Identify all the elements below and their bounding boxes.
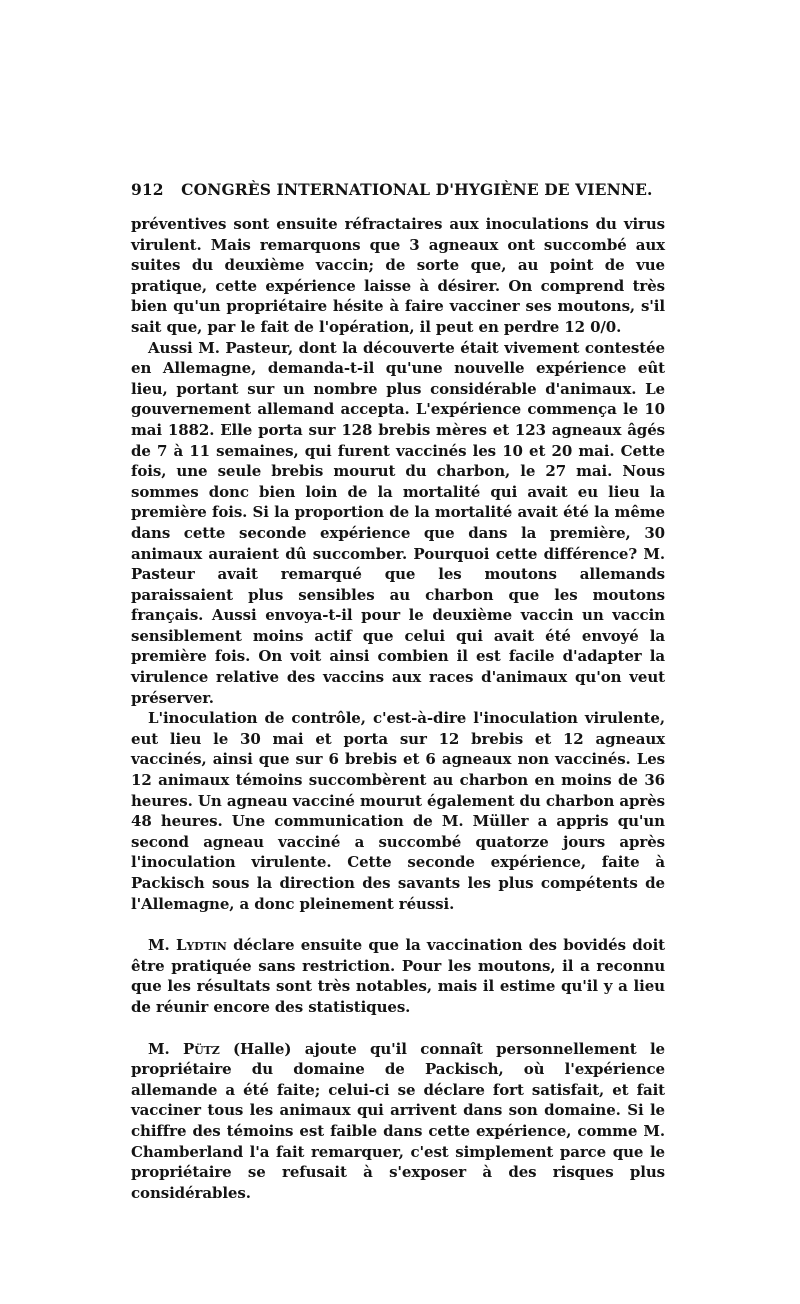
speaker-name: Lydtin (175, 936, 227, 955)
paragraph-continuation: préventives sont ensuite réfractaires aux inoculations du virus virulent. Mais remarquons que 3 agneaux ont succombé aux suites du deuxième vaccin; de sorte que, au point de vue pratique, cette expérience laisse à désirer. On comprend très bien qu'un propriétaire hésite à faire vacciner ses moutons, s'il sait que, par le fait de l'opération, il peut en perdre 12 0/0. (131, 215, 665, 336)
paragraph-control-inoculation: L'inoculation de contrôle, c'est-à-dire l'inoculation virulente, eut lieu le 30 mai et porta sur 12 brebis et 12 agneaux vaccinés, ainsi que sur 6 brebis et 6 agneaux non vaccinés. Les 12 animaux témoins succombèrent au charbon en moins de 36 heures. Un agneau vacciné mourut également du charbon après 48 heures. Une communication de M. Müller a appris qu'un second agneau vacciné a succombé quatorze jours après l'inoculation virulente. Cette seconde expérience, faite à Packisch sous la direction des savants les plus compétents de l'Allemagne, a donc pleinement réussi. (131, 709, 665, 913)
running-header (131, 180, 661, 199)
running-title: CONGRÈS INTERNATIONAL D'HYGIÈNE DE VIENNE. (181, 180, 653, 199)
paragraph-putz: M. Pütz (Halle) ajoute qu'il connaît personnellement le propriétaire du domaine de Packisch, où l'expérience allemande a été faite; celui-ci se déclare fort satisfait, et fait vacciner tous les animaux qui arrivent dans son domaine. Si le chiffre des témoins est faible dans cette expérience, comme M. Chamberland l'a fait remarquer, c'est simplement parce que le propriétaire se refusait à s'exposer à des risques plus considérables. (131, 1039, 665, 1202)
paragraph-pasteur-experiment: Aussi M. Pasteur, dont la découverte était vivement contestée en Allemagne, demanda-t-il qu'une nouvelle expérience eût lieu, portant sur un nombre plus considérable d'animaux. Le gouvernement allemand accepta. L'expérience commença le 10 mai 1882. Elle porta sur 128 brebis mères et 123 agneaux âgés de 7 à 11 semaines, qui furent vaccinés les 10 et 20 mai. Cette fois, une seule brebis mourut du charbon, le 27 mai. Nous sommes donc bien loin de la mortalité qui avait eu lieu la première fois. Si la proportion de la mortalité avait été la même dans cette seconde expérience que dans la première, 30 animaux auraient dû succomber. Pourquoi cette différence? M. Pasteur avait remarqué que les moutons allemands paraissaient plus sensibles au charbon que les moutons français. Aussi envoya-t-il pour le deuxième vaccin un vaccin sensiblement moins actif que celui qui avait été envoyé la première fois. On voit ainsi combien il est facile d'adapter la virulence relative des vaccins aux races d'animaux qu'on veut préserver. (131, 338, 665, 707)
paragraph-lydtin: M. Lydtin déclare ensuite que la vaccination des bovidés doit être pratiquée sans restriction. Pour les moutons, il a reconnu que les résultats sont très notables, mais il estime qu'il y a lieu de réunir encore des statistiques. (131, 936, 665, 1016)
page-number: 912 (131, 180, 164, 199)
body-text (131, 214, 665, 1203)
speaker-name: Pütz (182, 1039, 220, 1058)
